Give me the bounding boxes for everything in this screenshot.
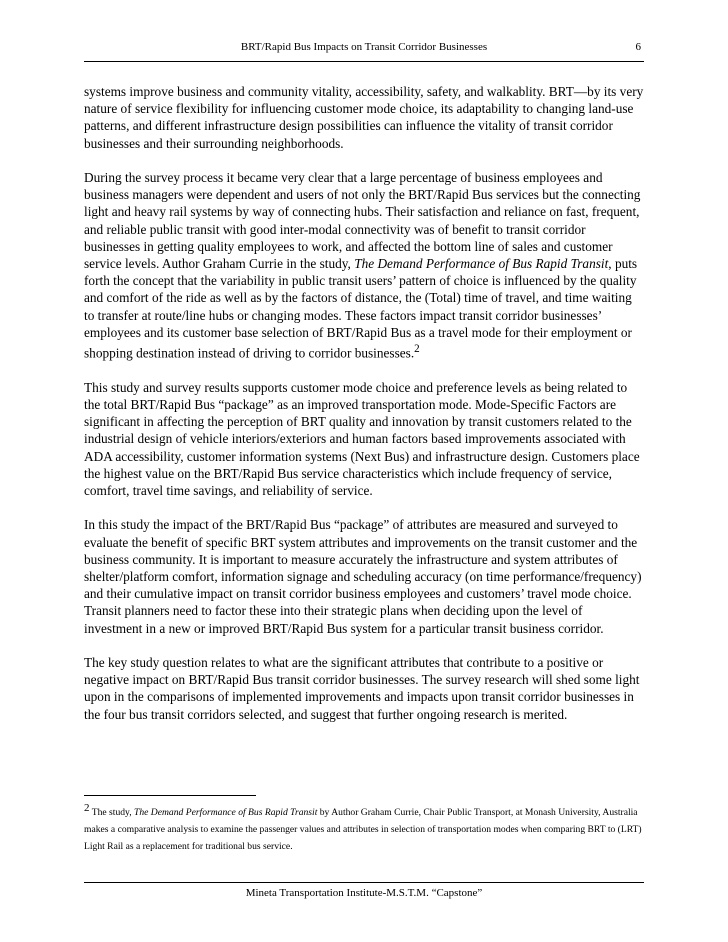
body-text [84, 83, 644, 740]
footnote [84, 800, 644, 855]
footnote-separator [84, 795, 256, 796]
paragraph-1: systems improve business and community vitality, accessibility, safety, and walkablity. BRT—by its very nature of service flexibility for influencing customer mode choice, its adaptability to changing land-use patterns, and different infrastructure design possibilities can influence the vitality of transit corridor businesses and their surrounding neighborhoods. [84, 84, 644, 151]
page-number: 6 [635, 41, 641, 53]
paragraph-2-text-b: , puts forth the concept that the variability in public transit users’ pattern of choice is influenced by the quality and comfort of the ride as well as by the factors of distance, the (Total) time of travel, and time waiting to transfer at route/line hubs or changing modes. These factors impact transit corridor businesses’ employees and its customer base selection of BRT/Rapid Bus as a travel mode for their employment or shopping destination instead of driving to corridor businesses. [84, 256, 638, 361]
page-footer: Mineta Transportation Institute-M.S.T.M. “Capstone” [245, 887, 483, 899]
page-header [84, 40, 644, 54]
paragraph-3: This study and survey results supports customer mode choice and preference levels as being related to the total BRT/Rapid Bus “package” as an improved transportation mode. Mode-Specific Factors are significant in affecting the perception of BRT quality and innovation by transit customers related to the industrial design of vehicle interiors/exteriors and human factors based improvements associated with ADA accessibility, customer information systems (Next Bus) and infrastructure design. Customers place the highest value on the BRT/Rapid Bus service characteristics which include frequency of service, comfort, travel time savings, and reliability of service. [84, 379, 640, 499]
footer-divider [84, 882, 644, 883]
paragraph-4: In this study the impact of the BRT/Rapid Bus “package” of attributes are measured and surveyed to evaluate the benefit of specific BRT system attributes and improvements on the transit customer and the business community. It is important to measure accurately the infrastructure and system attributes of shelter/platform comfort, information signage and scheduling accuracy (on time performance/frequency) and their cumulative impact on transit corridor business employees and customers’ travel mode choice. Transit planners need to factor these into their strategic plans when deciding upon the level of investment in a new or improved BRT/Rapid Bus system for a particular transit business corridor. [84, 517, 642, 636]
footnote-text-b: by Author Graham Currie, Chair Public Transport, at Monash University, Australia makes a comparative analysis to examine the passenger values and attributes in selection of transportation modes when comparing BRT to (LRT) Light Rail as a replacement for traditional bus service. [84, 807, 642, 853]
study-title-italic: The Demand Performance of Bus Rapid Transit [354, 256, 609, 272]
paragraph-2 [84, 169, 644, 362]
running-title: BRT/Rapid Bus Impacts on Transit Corridor Businesses [240, 41, 488, 53]
paragraph-5: The key study question relates to what are the significant attributes that contribute to a positive or negative impact on BRT/Rapid Bus transit corridor businesses. The survey research will shed some light upon in the comparisons of implemented improvements and impacts upon transit corridor businesses in the four bus transit corridors selected, and suggest that further ongoing research is merited. [84, 655, 640, 722]
footnote-text-a: The study, [89, 807, 135, 819]
footnote-study-title: The Demand Performance of Bus Rapid Transit [134, 807, 318, 819]
footnote-number: 2 [84, 802, 90, 814]
footnote-reference[interactable]: 2 [414, 343, 420, 356]
paragraph-2-text-a: During the survey process it became very clear that a large percentage of business employees and business managers were dependent and users of not only the BRT/Rapid Bus services but the connecting light and heavy rail systems by way of connecting hubs. Their satisfaction and reliance on fast, frequent, and reliable public transit with good inter-modal connectivity was of benefit to transit corridor businesses in getting quality employees to work, and affected the bottom line of sales and customer service levels. Author Graham Currie in the study, [84, 170, 641, 272]
header-divider [84, 61, 644, 62]
